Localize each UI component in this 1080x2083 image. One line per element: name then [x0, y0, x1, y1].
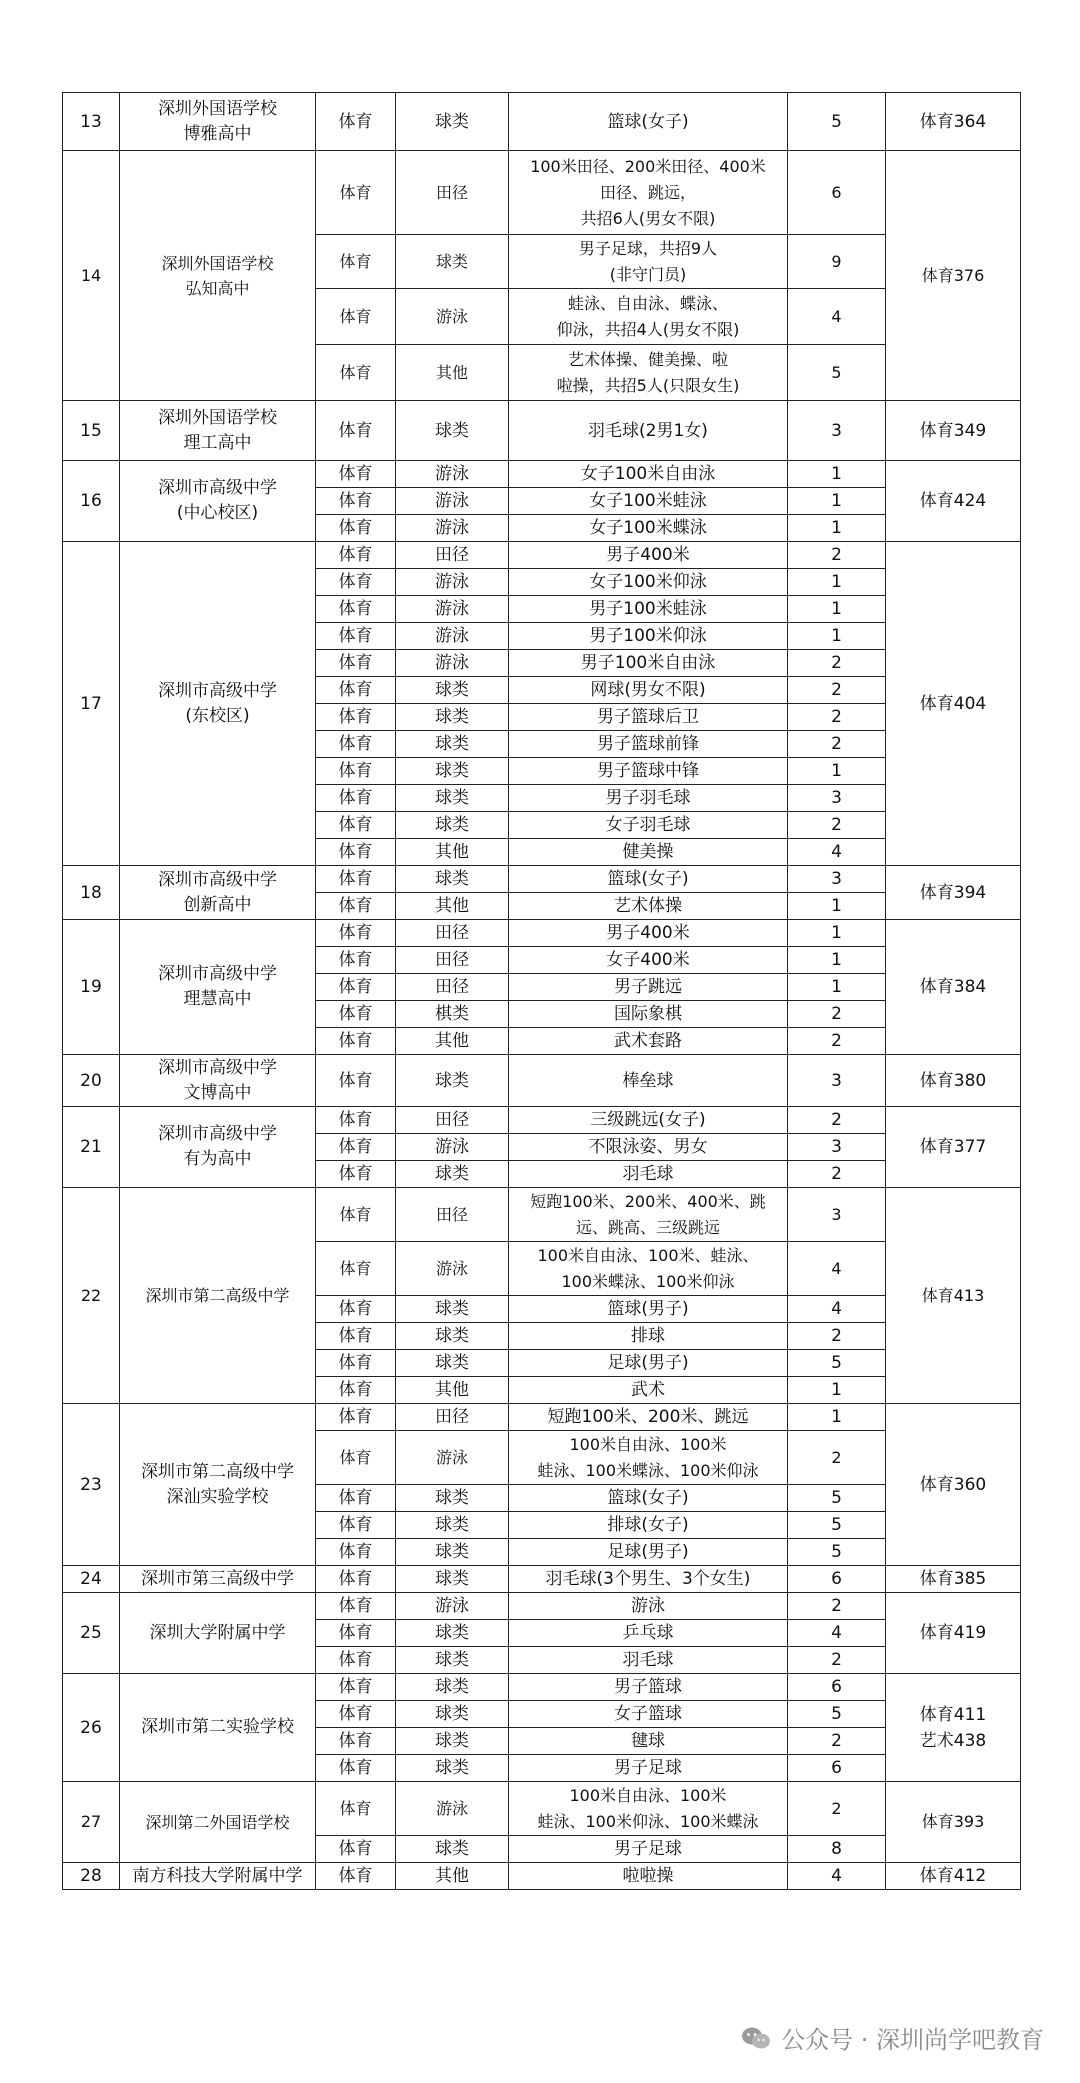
- table-row: [63, 920, 1021, 947]
- row-number-cell: 14: [63, 151, 120, 401]
- quota-cell: 1: [788, 623, 886, 650]
- school-name-cell: 南方科技大学附属中学: [120, 1863, 316, 1890]
- subcategory-cell: 球类: [396, 1836, 509, 1863]
- subcategory-cell: 球类: [396, 1755, 509, 1782]
- quota-cell: 3: [788, 1055, 886, 1107]
- category-cell: 体育: [316, 1188, 396, 1242]
- project-cell: 男子跳远: [509, 974, 788, 1001]
- wechat-icon: [741, 2026, 771, 2050]
- quota-cell: 1: [788, 758, 886, 785]
- score-cell: 体育413: [886, 1188, 1021, 1404]
- category-cell: 体育: [316, 1512, 396, 1539]
- project-cell: 排球: [509, 1323, 788, 1350]
- subcategory-cell: 球类: [396, 677, 509, 704]
- subcategory-cell: 田径: [396, 542, 509, 569]
- project-cell: 短跑100米、200米、400米、跳 远、跳高、三级跳远: [509, 1188, 788, 1242]
- project-cell: 篮球(女子): [509, 93, 788, 151]
- subcategory-cell: 游泳: [396, 488, 509, 515]
- category-cell: 体育: [316, 974, 396, 1001]
- project-cell: 男子足球: [509, 1755, 788, 1782]
- watermark-text: 公众号 · 深圳尚学吧教育: [781, 2026, 1044, 2054]
- project-cell: 不限泳姿、男女: [509, 1134, 788, 1161]
- category-cell: 体育: [316, 542, 396, 569]
- subcategory-cell: 其他: [396, 893, 509, 920]
- quota-cell: 2: [788, 1431, 886, 1485]
- quota-cell: 4: [788, 839, 886, 866]
- category-cell: 体育: [316, 1647, 396, 1674]
- category-cell: 体育: [316, 1782, 396, 1836]
- row-number-cell: 20: [63, 1055, 120, 1107]
- quota-cell: 2: [788, 1028, 886, 1055]
- category-cell: 体育: [316, 1323, 396, 1350]
- subcategory-cell: 球类: [396, 785, 509, 812]
- school-name-cell: 深圳市第三高级中学: [120, 1566, 316, 1593]
- table-row: [63, 461, 1021, 488]
- subcategory-cell: 游泳: [396, 289, 509, 345]
- quota-cell: 1: [788, 569, 886, 596]
- subcategory-cell: 球类: [396, 1674, 509, 1701]
- quota-cell: 4: [788, 1296, 886, 1323]
- project-cell: 羽毛球(3个男生、3个女生): [509, 1566, 788, 1593]
- project-cell: 女子羽毛球: [509, 812, 788, 839]
- category-cell: 体育: [316, 1485, 396, 1512]
- category-cell: 体育: [316, 893, 396, 920]
- quota-cell: 4: [788, 1620, 886, 1647]
- school-name-cell: 深圳市高级中学 (东校区): [120, 542, 316, 866]
- subcategory-cell: 田径: [396, 151, 509, 235]
- score-cell: 体育360: [886, 1404, 1021, 1566]
- table-row: [63, 1566, 1021, 1593]
- project-cell: 羽毛球(2男1女): [509, 401, 788, 461]
- project-cell: 女子100米仰泳: [509, 569, 788, 596]
- subcategory-cell: 其他: [396, 1377, 509, 1404]
- quota-cell: 6: [788, 151, 886, 235]
- table-row: [63, 401, 1021, 461]
- subcategory-cell: 球类: [396, 1512, 509, 1539]
- row-number-cell: 23: [63, 1404, 120, 1566]
- subcategory-cell: 其他: [396, 839, 509, 866]
- quota-cell: 2: [788, 677, 886, 704]
- quota-cell: 5: [788, 1539, 886, 1566]
- table-row: [63, 1188, 1021, 1242]
- quota-cell: 5: [788, 1350, 886, 1377]
- project-cell: 100米自由泳、100米、蛙泳、 100米蝶泳、100米仰泳: [509, 1242, 788, 1296]
- school-name-cell: 深圳大学附属中学: [120, 1593, 316, 1674]
- subcategory-cell: 球类: [396, 401, 509, 461]
- subcategory-cell: 其他: [396, 1028, 509, 1055]
- score-cell: 体育411 艺术438: [886, 1674, 1021, 1782]
- project-cell: 短跑100米、200米、跳远: [509, 1404, 788, 1431]
- category-cell: 体育: [316, 704, 396, 731]
- subcategory-cell: 球类: [396, 1055, 509, 1107]
- category-cell: 体育: [316, 812, 396, 839]
- subcategory-cell: 其他: [396, 1863, 509, 1890]
- category-cell: 体育: [316, 569, 396, 596]
- project-cell: 女子400米: [509, 947, 788, 974]
- category-cell: 体育: [316, 1404, 396, 1431]
- quota-cell: 5: [788, 93, 886, 151]
- category-cell: 体育: [316, 1134, 396, 1161]
- row-number-cell: 13: [63, 93, 120, 151]
- school-name-cell: 深圳市第二高级中学 深汕实验学校: [120, 1404, 316, 1566]
- category-cell: 体育: [316, 488, 396, 515]
- project-cell: 三级跳远(女子): [509, 1107, 788, 1134]
- quota-cell: 2: [788, 542, 886, 569]
- subcategory-cell: 田径: [396, 947, 509, 974]
- quota-cell: 1: [788, 488, 886, 515]
- row-number-cell: 17: [63, 542, 120, 866]
- score-cell: 体育376: [886, 151, 1021, 401]
- quota-cell: 6: [788, 1566, 886, 1593]
- quota-cell: 1: [788, 1377, 886, 1404]
- project-cell: 艺术体操: [509, 893, 788, 920]
- project-cell: 乒乓球: [509, 1620, 788, 1647]
- school-name-cell: 深圳市高级中学 理慧高中: [120, 920, 316, 1055]
- project-cell: 足球(男子): [509, 1350, 788, 1377]
- subcategory-cell: 游泳: [396, 596, 509, 623]
- subcategory-cell: 球类: [396, 812, 509, 839]
- subcategory-cell: 球类: [396, 1620, 509, 1647]
- category-cell: 体育: [316, 401, 396, 461]
- school-name-cell: 深圳市第二高级中学: [120, 1188, 316, 1404]
- quota-cell: 2: [788, 1728, 886, 1755]
- project-cell: 男子100米自由泳: [509, 650, 788, 677]
- score-cell: 体育364: [886, 93, 1021, 151]
- table-row: [63, 1674, 1021, 1701]
- quota-cell: 2: [788, 1161, 886, 1188]
- project-cell: 足球(男子): [509, 1539, 788, 1566]
- score-cell: 体育384: [886, 920, 1021, 1055]
- project-cell: 男子篮球中锋: [509, 758, 788, 785]
- category-cell: 体育: [316, 235, 396, 289]
- subcategory-cell: 游泳: [396, 1782, 509, 1836]
- score-cell: 体育393: [886, 1782, 1021, 1863]
- row-number-cell: 28: [63, 1863, 120, 1890]
- quota-cell: 2: [788, 650, 886, 677]
- subcategory-cell: 游泳: [396, 1593, 509, 1620]
- quota-cell: 9: [788, 235, 886, 289]
- subcategory-cell: 球类: [396, 1323, 509, 1350]
- school-name-cell: 深圳市高级中学 创新高中: [120, 866, 316, 920]
- school-name-cell: 深圳市高级中学 (中心校区): [120, 461, 316, 542]
- quota-cell: 3: [788, 1134, 886, 1161]
- score-cell: 体育419: [886, 1593, 1021, 1674]
- subcategory-cell: 其他: [396, 345, 509, 401]
- table-row: [63, 151, 1021, 235]
- quota-cell: 2: [788, 1647, 886, 1674]
- category-cell: 体育: [316, 1242, 396, 1296]
- subcategory-cell: 球类: [396, 1701, 509, 1728]
- category-cell: 体育: [316, 1701, 396, 1728]
- category-cell: 体育: [316, 785, 396, 812]
- quota-cell: 3: [788, 1188, 886, 1242]
- project-cell: 艺术体操、健美操、啦 啦操，共招5人(只限女生): [509, 345, 788, 401]
- school-name-cell: 深圳外国语学校 博雅高中: [120, 93, 316, 151]
- category-cell: 体育: [316, 1863, 396, 1890]
- watermark: [741, 2020, 1044, 2055]
- project-cell: 武术套路: [509, 1028, 788, 1055]
- school-name-cell: 深圳第二外国语学校: [120, 1782, 316, 1863]
- school-name-cell: 深圳市高级中学 文博高中: [120, 1055, 316, 1107]
- project-cell: 男子篮球前锋: [509, 731, 788, 758]
- school-name-cell: 深圳外国语学校 弘知高中: [120, 151, 316, 401]
- category-cell: 体育: [316, 1593, 396, 1620]
- category-cell: 体育: [316, 839, 396, 866]
- subcategory-cell: 球类: [396, 1647, 509, 1674]
- quota-cell: 1: [788, 920, 886, 947]
- score-cell: 体育377: [886, 1107, 1021, 1188]
- category-cell: 体育: [316, 93, 396, 151]
- score-cell: 体育424: [886, 461, 1021, 542]
- quota-cell: 4: [788, 1242, 886, 1296]
- score-cell: 体育394: [886, 866, 1021, 920]
- quota-cell: 1: [788, 974, 886, 1001]
- subcategory-cell: 球类: [396, 1296, 509, 1323]
- project-cell: 健美操: [509, 839, 788, 866]
- project-cell: 女子100米自由泳: [509, 461, 788, 488]
- category-cell: 体育: [316, 650, 396, 677]
- admissions-table: [62, 92, 1021, 1890]
- quota-cell: 1: [788, 515, 886, 542]
- subcategory-cell: 球类: [396, 731, 509, 758]
- subcategory-cell: 棋类: [396, 1001, 509, 1028]
- project-cell: 100米自由泳、100米 蛙泳、100米仰泳、100米蝶泳: [509, 1782, 788, 1836]
- category-cell: 体育: [316, 1431, 396, 1485]
- subcategory-cell: 游泳: [396, 650, 509, 677]
- project-cell: 男子篮球后卫: [509, 704, 788, 731]
- project-cell: 篮球(男子): [509, 1296, 788, 1323]
- row-number-cell: 22: [63, 1188, 120, 1404]
- quota-cell: 2: [788, 731, 886, 758]
- subcategory-cell: 游泳: [396, 623, 509, 650]
- category-cell: 体育: [316, 1539, 396, 1566]
- category-cell: 体育: [316, 1728, 396, 1755]
- table-row: [63, 1593, 1021, 1620]
- project-cell: 男子400米: [509, 920, 788, 947]
- category-cell: 体育: [316, 866, 396, 893]
- project-cell: 蛙泳、自由泳、蝶泳、 仰泳，共招4人(男女不限): [509, 289, 788, 345]
- category-cell: 体育: [316, 920, 396, 947]
- category-cell: 体育: [316, 1350, 396, 1377]
- category-cell: 体育: [316, 1028, 396, 1055]
- quota-cell: 1: [788, 1404, 886, 1431]
- category-cell: 体育: [316, 1296, 396, 1323]
- project-cell: 男子400米: [509, 542, 788, 569]
- category-cell: 体育: [316, 1755, 396, 1782]
- project-cell: 男子篮球: [509, 1674, 788, 1701]
- school-name-cell: 深圳外国语学校 理工高中: [120, 401, 316, 461]
- category-cell: 体育: [316, 758, 396, 785]
- quota-cell: 2: [788, 1323, 886, 1350]
- subcategory-cell: 游泳: [396, 515, 509, 542]
- table-row: [63, 1404, 1021, 1431]
- table-row: [63, 1107, 1021, 1134]
- project-cell: 游泳: [509, 1593, 788, 1620]
- category-cell: 体育: [316, 623, 396, 650]
- subcategory-cell: 田径: [396, 1188, 509, 1242]
- project-cell: 啦啦操: [509, 1863, 788, 1890]
- subcategory-cell: 游泳: [396, 1431, 509, 1485]
- project-cell: 男子足球: [509, 1836, 788, 1863]
- category-cell: 体育: [316, 596, 396, 623]
- category-cell: 体育: [316, 1055, 396, 1107]
- category-cell: 体育: [316, 289, 396, 345]
- category-cell: 体育: [316, 677, 396, 704]
- quota-cell: 4: [788, 1863, 886, 1890]
- category-cell: 体育: [316, 461, 396, 488]
- table-row: [63, 1863, 1021, 1890]
- project-cell: 100米田径、200米田径、400米 田径、跳远， 共招6人(男女不限): [509, 151, 788, 235]
- subcategory-cell: 游泳: [396, 1242, 509, 1296]
- category-cell: 体育: [316, 1674, 396, 1701]
- subcategory-cell: 球类: [396, 704, 509, 731]
- category-cell: 体育: [316, 731, 396, 758]
- quota-cell: 3: [788, 866, 886, 893]
- table-row: [63, 1782, 1021, 1836]
- quota-cell: 1: [788, 596, 886, 623]
- category-cell: 体育: [316, 1107, 396, 1134]
- school-name-cell: 深圳市第二实验学校: [120, 1674, 316, 1782]
- table-row: [63, 866, 1021, 893]
- category-cell: 体育: [316, 1620, 396, 1647]
- quota-cell: 2: [788, 1107, 886, 1134]
- project-cell: 篮球(女子): [509, 866, 788, 893]
- table-row: [63, 93, 1021, 151]
- subcategory-cell: 田径: [396, 1404, 509, 1431]
- project-cell: 毽球: [509, 1728, 788, 1755]
- project-cell: 国际象棋: [509, 1001, 788, 1028]
- quota-cell: 2: [788, 1782, 886, 1836]
- table-row: [63, 1055, 1021, 1107]
- quota-cell: 2: [788, 1593, 886, 1620]
- project-cell: 女子100米蝶泳: [509, 515, 788, 542]
- subcategory-cell: 田径: [396, 920, 509, 947]
- project-cell: 女子100米蛙泳: [509, 488, 788, 515]
- category-cell: 体育: [316, 515, 396, 542]
- subcategory-cell: 球类: [396, 1728, 509, 1755]
- project-cell: 女子篮球: [509, 1701, 788, 1728]
- subcategory-cell: 田径: [396, 1107, 509, 1134]
- subcategory-cell: 球类: [396, 866, 509, 893]
- subcategory-cell: 球类: [396, 1485, 509, 1512]
- project-cell: 男子足球，共招9人 (非守门员): [509, 235, 788, 289]
- subcategory-cell: 球类: [396, 1539, 509, 1566]
- category-cell: 体育: [316, 1377, 396, 1404]
- row-number-cell: 18: [63, 866, 120, 920]
- project-cell: 男子100米仰泳: [509, 623, 788, 650]
- quota-cell: 4: [788, 289, 886, 345]
- quota-cell: 2: [788, 1001, 886, 1028]
- quota-cell: 1: [788, 947, 886, 974]
- quota-cell: 6: [788, 1755, 886, 1782]
- quota-cell: 5: [788, 1512, 886, 1539]
- score-cell: 体育412: [886, 1863, 1021, 1890]
- category-cell: 体育: [316, 151, 396, 235]
- subcategory-cell: 球类: [396, 235, 509, 289]
- project-cell: 棒垒球: [509, 1055, 788, 1107]
- subcategory-cell: 游泳: [396, 569, 509, 596]
- quota-cell: 3: [788, 785, 886, 812]
- project-cell: 男子100米蛙泳: [509, 596, 788, 623]
- score-cell: 体育349: [886, 401, 1021, 461]
- project-cell: 网球(男女不限): [509, 677, 788, 704]
- row-number-cell: 19: [63, 920, 120, 1055]
- quota-cell: 6: [788, 1674, 886, 1701]
- quota-cell: 1: [788, 893, 886, 920]
- project-cell: 100米自由泳、100米 蛙泳、100米蝶泳、100米仰泳: [509, 1431, 788, 1485]
- row-number-cell: 16: [63, 461, 120, 542]
- subcategory-cell: 游泳: [396, 1134, 509, 1161]
- subcategory-cell: 球类: [396, 1566, 509, 1593]
- category-cell: 体育: [316, 1001, 396, 1028]
- row-number-cell: 15: [63, 401, 120, 461]
- subcategory-cell: 球类: [396, 1161, 509, 1188]
- quota-cell: 2: [788, 812, 886, 839]
- quota-cell: 1: [788, 461, 886, 488]
- subcategory-cell: 球类: [396, 1350, 509, 1377]
- quota-cell: 2: [788, 704, 886, 731]
- subcategory-cell: 田径: [396, 974, 509, 1001]
- project-cell: 篮球(女子): [509, 1485, 788, 1512]
- category-cell: 体育: [316, 1566, 396, 1593]
- table-row: [63, 542, 1021, 569]
- score-cell: 体育404: [886, 542, 1021, 866]
- row-number-cell: 21: [63, 1107, 120, 1188]
- category-cell: 体育: [316, 947, 396, 974]
- project-cell: 羽毛球: [509, 1647, 788, 1674]
- project-cell: 武术: [509, 1377, 788, 1404]
- category-cell: 体育: [316, 1836, 396, 1863]
- school-name-cell: 深圳市高级中学 有为高中: [120, 1107, 316, 1188]
- subcategory-cell: 球类: [396, 93, 509, 151]
- quota-cell: 3: [788, 401, 886, 461]
- category-cell: 体育: [316, 1161, 396, 1188]
- project-cell: 排球(女子): [509, 1512, 788, 1539]
- row-number-cell: 27: [63, 1782, 120, 1863]
- row-number-cell: 24: [63, 1566, 120, 1593]
- quota-cell: 5: [788, 345, 886, 401]
- score-cell: 体育380: [886, 1055, 1021, 1107]
- score-cell: 体育385: [886, 1566, 1021, 1593]
- quota-cell: 5: [788, 1701, 886, 1728]
- quota-cell: 8: [788, 1836, 886, 1863]
- quota-cell: 5: [788, 1485, 886, 1512]
- project-cell: 男子羽毛球: [509, 785, 788, 812]
- row-number-cell: 25: [63, 1593, 120, 1674]
- row-number-cell: 26: [63, 1674, 120, 1782]
- project-cell: 羽毛球: [509, 1161, 788, 1188]
- subcategory-cell: 球类: [396, 758, 509, 785]
- subcategory-cell: 游泳: [396, 461, 509, 488]
- category-cell: 体育: [316, 345, 396, 401]
